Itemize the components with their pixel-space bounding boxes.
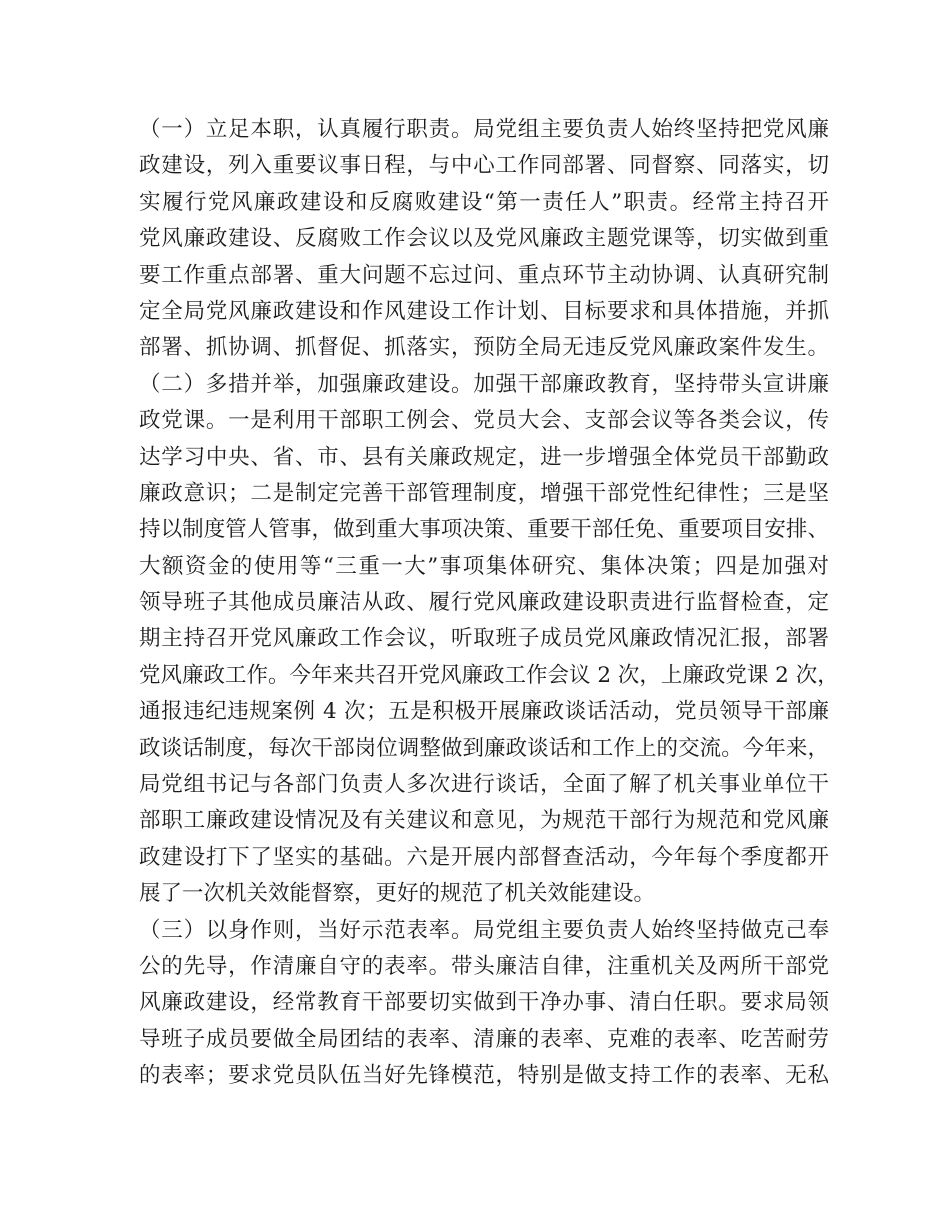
text-line: 持以制度管人管事，做到重大事项决策、重要干部任免、重要项目安排、 xyxy=(139,517,829,543)
text-line: 部职工廉政建设情况及有关建议和意见，为规范干部行为规范和党风廉 xyxy=(139,808,829,834)
text-line: 大额资金的使用等“三重一大”事项集体研究、集体决策；四是加强对 xyxy=(139,553,829,579)
text-line: 局党组书记与各部门负责人多次进行谈话，全面了解了机关事业单位干 xyxy=(139,772,829,798)
text-line: （二）多措并举，加强廉政建设。加强干部廉政教育，坚持带头宣讲廉 xyxy=(139,371,829,397)
text-line: 党风廉政建设、反腐败工作会议以及党风廉政主题党课等，切实做到重 xyxy=(139,226,829,252)
text-line: 达学习中央、省、市、县有关廉政规定，进一步增强全体党员干部勤政 xyxy=(139,444,829,470)
text-line: 部署、抓协调、抓督促、抓落实，预防全局无违反党风廉政案件发生。 xyxy=(139,335,829,361)
text-line: 政党课。一是利用干部职工例会、党员大会、支部会议等各类会议，传 xyxy=(139,408,829,434)
text-line: 的表率；要求党员队伍当好先锋模范，特别是做支持工作的表率、无私 xyxy=(139,1063,829,1089)
text-line: （一）立足本职，认真履行职责。局党组主要负责人始终坚持把党风廉 xyxy=(139,117,829,142)
text-line: 导班子成员要做全局团结的表率、清廉的表率、克难的表率、吃苦耐劳 xyxy=(139,1026,829,1052)
text-line: 领导班子其他成员廉洁从政、履行党风廉政建设职责进行监督检查，定 xyxy=(139,590,829,616)
text-line: 要工作重点部署、重大问题不忘过问、重点环节主动协调、认真研究制 xyxy=(139,262,829,288)
paragraph-3 xyxy=(139,913,829,1095)
text-line: 政建设，列入重要议事日程，与中心工作同部署、同督察、同落实，切 xyxy=(139,153,829,179)
text-line: 党风廉政工作。今年来共召开党风廉政工作会议 2 次，上廉政党课 2 次， xyxy=(139,662,839,688)
paragraph-2 xyxy=(139,367,839,913)
text-line: 期主持召开党风廉政工作会议，听取班子成员党风廉政情况汇报，部署 xyxy=(139,626,829,652)
text-line: 实履行党风廉政建设和反腐败建设“第一责任人”职责。经常主持召开 xyxy=(139,189,829,215)
text-line: 政谈话制度，每次干部岗位调整做到廉政谈话和工作上的交流。今年来， xyxy=(139,735,829,761)
text-line: 定全局党风廉政建设和作风建设工作计划、目标要求和具体措施，并抓 xyxy=(139,298,829,324)
text-line: 廉政意识；二是制定完善干部管理制度，增强干部党性纪律性；三是坚 xyxy=(139,480,829,506)
paragraph-1 xyxy=(139,112,829,367)
text-line: 通报违纪违规案例 4 次；五是积极开展廉政谈话活动，党员领导干部廉 xyxy=(139,699,829,725)
text-line: 展了一次机关效能督察，更好的规范了机关效能建设。 xyxy=(139,881,656,907)
document-body xyxy=(139,112,839,1095)
text-line: 风廉政建设，经常教育干部要切实做到干净办事、清白任职。要求局领 xyxy=(139,990,829,1016)
text-line: 公的先导，作清廉自守的表率。带头廉洁自律，注重机关及两所干部党 xyxy=(139,953,829,979)
text-line: 政建设打下了坚实的基础。六是开展内部督查活动，今年每个季度都开 xyxy=(139,844,829,870)
text-line: （三）以身作则，当好示范表率。局党组主要负责人始终坚持做克己奉 xyxy=(139,917,829,943)
